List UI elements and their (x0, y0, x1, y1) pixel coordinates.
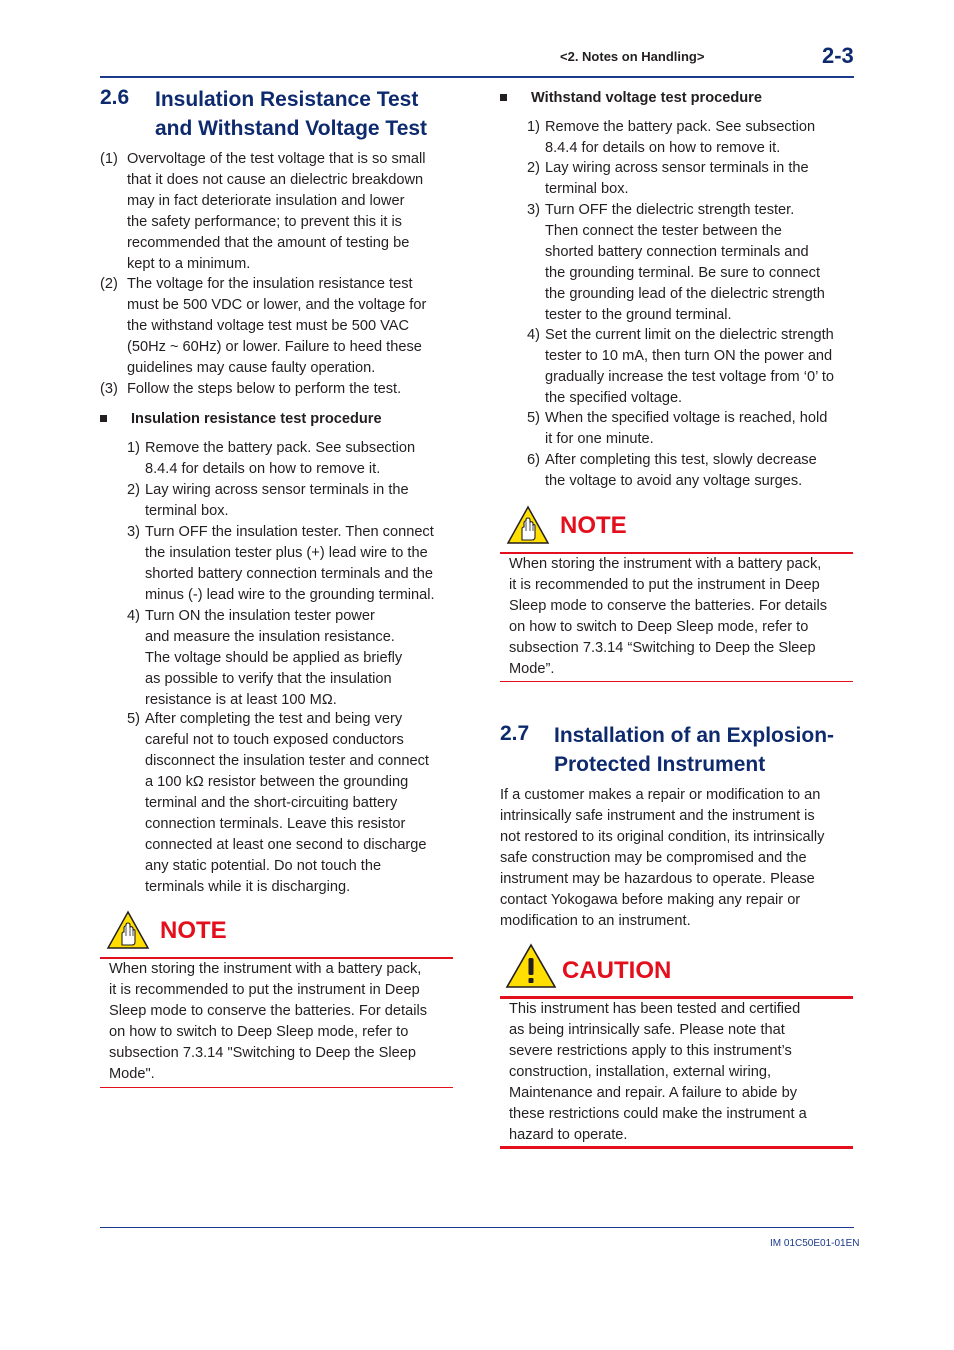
caution-bottom-rule (500, 1146, 853, 1149)
text-line: connected at least one second to discharge (145, 837, 427, 853)
caution-text (509, 999, 807, 1146)
text-line: Lay wiring across sensor terminals in the (145, 482, 409, 498)
ir-step-2-number: 2) (127, 482, 140, 498)
text-line: Follow the steps below to perform the test. (127, 381, 402, 397)
text-line: subsection 7.3.14 "Switching to Deep the Sleep (109, 1045, 416, 1061)
text-line: guidelines may cause faulty operation. (127, 360, 376, 376)
text-line: the grounding terminal. Be sure to connect (545, 265, 821, 281)
wv-step-2-text (545, 158, 809, 200)
text-line: safe construction may be compromised and the (500, 850, 807, 866)
text-line: Mode". (109, 1066, 155, 1082)
text-line: the grounding lead of the dielectric strength (545, 286, 825, 302)
text-line: After completing this test, slowly decrease (545, 452, 817, 468)
wv-step-5-number: 5) (527, 410, 540, 426)
hand-warning-icon (506, 505, 550, 545)
text-line: Turn ON the insulation tester power (145, 608, 375, 624)
text-line: instrument may be hazardous to operate. Please (500, 871, 815, 887)
text-line: 8.4.4 for details on how to remove it. (545, 140, 781, 156)
text-line: construction, installation, external wiring, (509, 1064, 772, 1080)
text-line: subsection 7.3.14 “Switching to Deep the Sleep (509, 640, 816, 656)
ir-procedure-heading: Insulation resistance test procedure (131, 411, 382, 427)
text-line: Turn OFF the dielectric strength tester. (545, 202, 795, 218)
ir-step-2-text (145, 480, 409, 522)
text-line: Overvoltage of the test voltage that is so small (127, 151, 426, 167)
wv-step-4-number: 4) (527, 327, 540, 343)
text-line: This instrument has been tested and certified (509, 1001, 801, 1017)
text-line: tester to the ground terminal. (545, 307, 732, 323)
text-line: these restrictions could make the instrument a (509, 1106, 807, 1122)
running-header-chapter: <2. Notes on Handling> (560, 49, 705, 64)
wv-step-3-text (545, 200, 825, 326)
text-line: the safety performance; to prevent this it is (127, 214, 402, 230)
text-line: may in fact deteriorate insulation and lower (127, 193, 405, 209)
hand-warning-icon (106, 910, 150, 950)
wv-step-1-number: 1) (527, 119, 540, 135)
ir-step-1-number: 1) (127, 440, 140, 456)
wv-step-2-number: 2) (527, 160, 540, 176)
text-line: kept to a minimum. (127, 256, 251, 272)
note-label: NOTE (560, 512, 627, 539)
item-2-text (127, 274, 426, 379)
text-line: Lay wiring across sensor terminals in the (545, 160, 809, 176)
text-line: severe restrictions apply to this instrument’s (509, 1043, 792, 1059)
text-line: (50Hz ~ 60Hz) or lower. Failure to heed these (127, 339, 422, 355)
text-line: shorted battery connection terminals and the (145, 566, 433, 582)
ir-step-5-text (145, 709, 429, 898)
text-line: Maintenance and repair. A failure to abide by (509, 1085, 798, 1101)
text-line: connection terminals. Leave this resistor (145, 816, 406, 832)
text-line: Set the current limit on the dielectric strength (545, 327, 834, 343)
text-line: must be 500 VDC or lower, and the voltage for (127, 297, 427, 313)
text-line: on how to switch to Deep Sleep mode, refer to (109, 1024, 409, 1040)
item-1-text (127, 149, 426, 275)
section-2-7-body (500, 785, 824, 932)
text-line: terminals while it is discharging. (145, 879, 351, 895)
text-line: it is recommended to put the instrument in Deep (109, 982, 420, 998)
text-line: it is recommended to put the instrument in Deep (509, 577, 820, 593)
title-line: Installation of an Explosion- (554, 724, 835, 747)
section-2-6-title (155, 85, 427, 143)
ir-step-4-text (145, 606, 402, 711)
title-line: Protected Instrument (554, 753, 766, 776)
text-line: on how to switch to Deep Sleep mode, refer to (509, 619, 809, 635)
square-bullet-icon (500, 94, 507, 101)
ir-step-3-number: 3) (127, 524, 140, 540)
text-line: 8.4.4 for details on how to remove it. (145, 461, 381, 477)
text-line: not restored to its original condition, its intrinsically (500, 829, 825, 845)
text-line: Sleep mode to conserve the batteries. For details (509, 598, 827, 614)
text-line: and measure the insulation resistance. (145, 629, 395, 645)
wv-procedure-heading: Withstand voltage test procedure (531, 90, 762, 106)
text-line: If a customer makes a repair or modification to an (500, 787, 821, 803)
text-line: any static potential. Do not touch the (145, 858, 382, 874)
text-line: Then connect the tester between the (545, 223, 782, 239)
text-line: After completing the test and being very (145, 711, 403, 727)
text-line: shorted battery connection terminals and (545, 244, 809, 260)
text-line: Sleep mode to conserve the batteries. For details (109, 1003, 427, 1019)
item-3-number: (3) (100, 381, 118, 397)
item-1-number: (1) (100, 151, 118, 167)
note-text (509, 554, 827, 680)
text-line: as possible to verify that the insulation (145, 671, 392, 687)
text-line: minus (-) lead wire to the grounding terminal. (145, 587, 435, 603)
text-line: hazard to operate. (509, 1127, 628, 1143)
text-line: the insulation tester plus (+) lead wire to the (145, 545, 428, 561)
wv-step-6-text (545, 450, 817, 492)
title-line: Insulation Resistance Test (155, 88, 419, 111)
wv-step-3-number: 3) (527, 202, 540, 218)
text-line: When the specified voltage is reached, hold (545, 410, 828, 426)
text-line: the voltage to avoid any voltage surges. (545, 473, 803, 489)
text-line: gradually increase the test voltage from ‘0’ to (545, 369, 835, 385)
text-line: Turn OFF the insulation tester. Then connect (145, 524, 434, 540)
text-line: terminal box. (545, 181, 629, 197)
ir-step-5-number: 5) (127, 711, 140, 727)
text-line: as being intrinsically safe. Please note that (509, 1022, 785, 1038)
text-line: When storing the instrument with a battery pack, (109, 961, 422, 977)
section-2-7-title (554, 721, 834, 779)
text-line: careful not to touch exposed conductors (145, 732, 404, 748)
note-bottom-rule (500, 681, 853, 682)
text-line: The voltage should be applied as briefly (145, 650, 403, 666)
note-label: NOTE (160, 917, 227, 944)
wv-step-5-text (545, 408, 827, 450)
ir-step-1-text (145, 438, 415, 480)
ir-step-3-text (145, 522, 435, 606)
page-number: 2-3 (822, 43, 854, 68)
text-line: When storing the instrument with a battery pack, (509, 556, 822, 572)
text-line: Mode”. (509, 661, 555, 677)
text-line: terminal and the short-circuiting battery (145, 795, 398, 811)
square-bullet-icon (100, 415, 107, 422)
text-line: the withstand voltage test must be 500 VAC (127, 318, 410, 334)
text-line: intrinsically safe instrument and the instrument is (500, 808, 815, 824)
caution-label: CAUTION (562, 957, 672, 984)
note-text (109, 959, 427, 1085)
text-line: a 100 kΩ resistor between the grounding (145, 774, 409, 790)
text-line: disconnect the insulation tester and connect (145, 753, 429, 769)
document-id: IM 01C50E01-01EN (770, 1238, 860, 1249)
wv-step-1-text (545, 117, 815, 159)
footer-rule (100, 1227, 854, 1228)
header-rule (100, 76, 854, 78)
text-line: resistance is at least 100 MΩ. (145, 692, 337, 708)
text-line: it for one minute. (545, 431, 654, 447)
text-line: Remove the battery pack. See subsection (545, 119, 816, 135)
text-line: terminal box. (145, 503, 229, 519)
note-bottom-rule (100, 1087, 453, 1088)
wv-step-4-text (545, 325, 834, 409)
wv-step-6-number: 6) (527, 452, 540, 468)
text-line: the specified voltage. (545, 390, 683, 406)
ir-step-4-number: 4) (127, 608, 140, 624)
section-2-7-number: 2.7 (500, 722, 530, 745)
exclamation-warning-icon (505, 943, 557, 989)
item-3-text (127, 379, 401, 400)
text-line: that it does not cause an dielectric breakdown (127, 172, 424, 188)
text-line: contact Yokogawa before making any repair or (500, 892, 801, 908)
item-2-number: (2) (100, 276, 118, 292)
title-line: and Withstand Voltage Test (155, 117, 428, 140)
text-line: The voltage for the insulation resistance test (127, 276, 413, 292)
section-2-6-number: 2.6 (100, 86, 130, 109)
text-line: Remove the battery pack. See subsection (145, 440, 416, 456)
text-line: modification to an instrument. (500, 913, 691, 929)
text-line: recommended that the amount of testing be (127, 235, 410, 251)
text-line: tester to 10 mA, then turn ON the power and (545, 348, 833, 364)
